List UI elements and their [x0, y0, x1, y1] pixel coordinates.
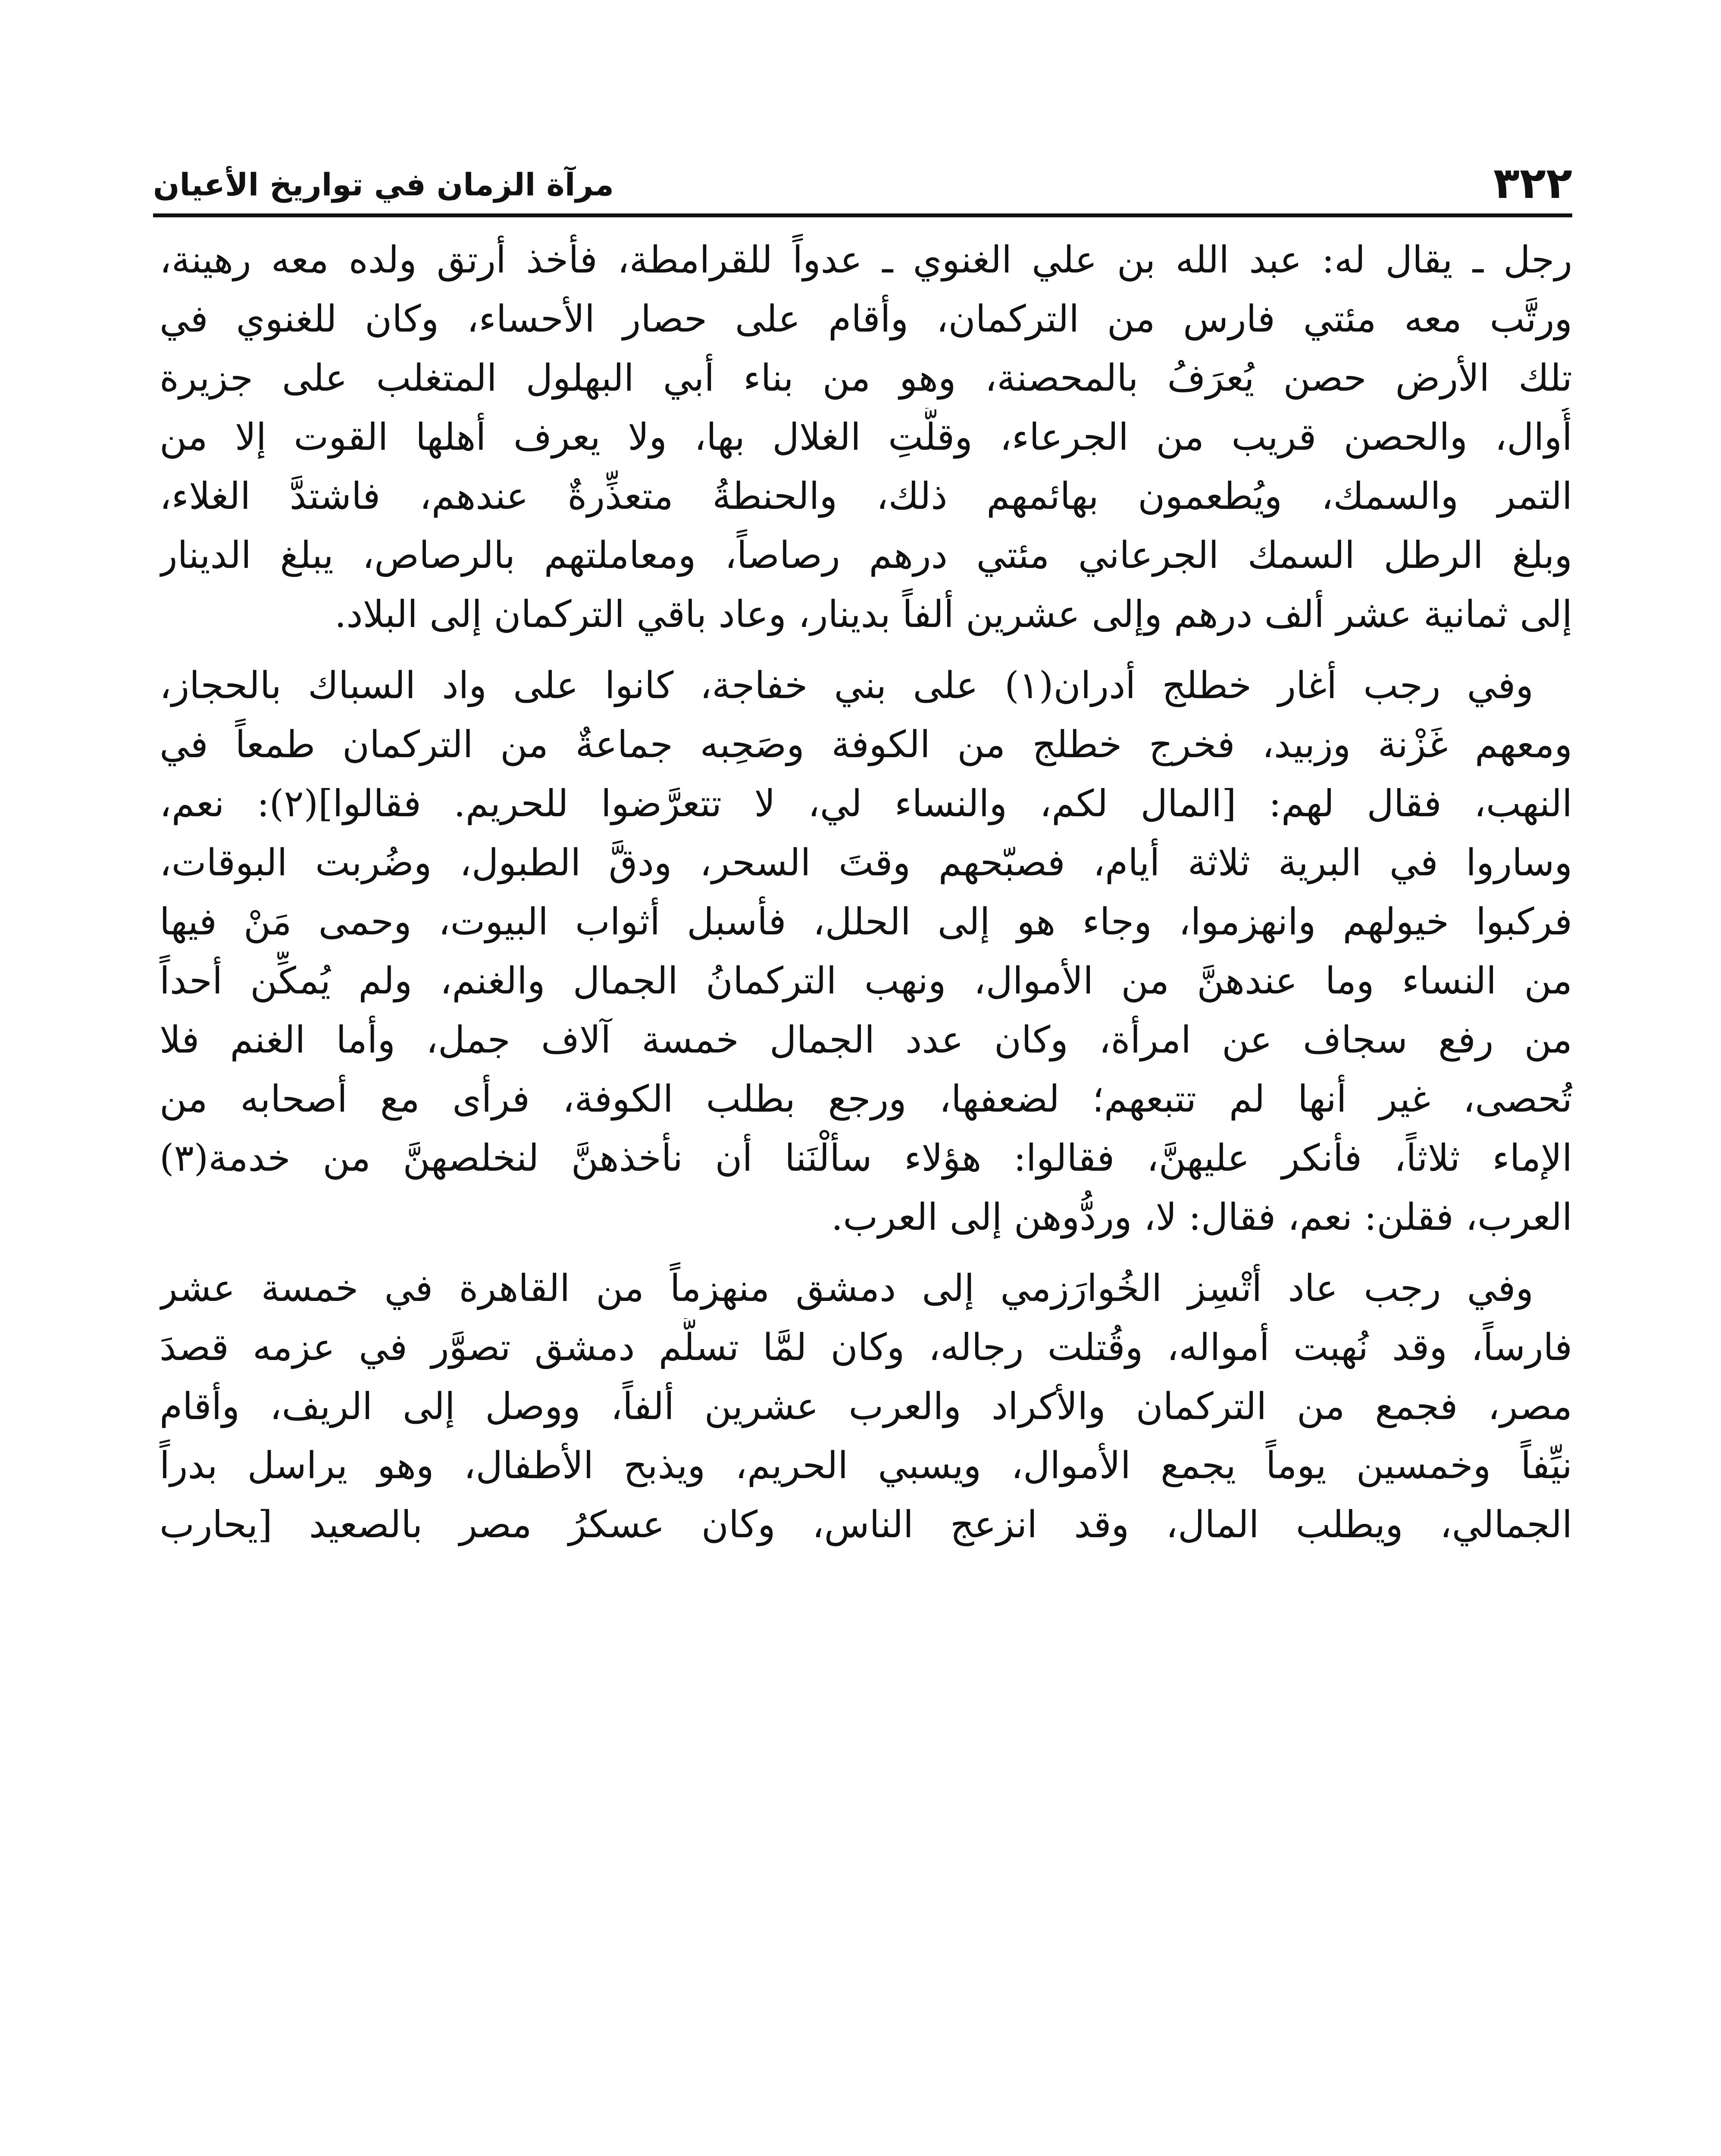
text-line: الجمالي، ويطلب المال، وقد انزعج الناس، وكان عسكرُ مصر بالصعيد [يحارب: [160, 1503, 1572, 1546]
text-line: وفي رجب عاد أتْسِز الخُوارَزمي إلى دمشق منهزماً من القاهرة في خمسة عشر: [160, 1267, 1533, 1310]
page-header: [153, 153, 1572, 217]
text-line: إلى ثمانية عشر ألف درهم وإلى عشرين ألفاً بدينار، وعاد باقي التركمان إلى البلاد.: [334, 593, 1572, 636]
text-line: وساروا في البرية ثلاثة أيام، فصبّحهم وقتَ السحر، ودقَّ الطبول، وضُربت البوقات،: [160, 841, 1572, 884]
text-line: فركبوا خيولهم وانهزموا، وجاء هو إلى الحلل، فأسبل أثواب البيوت، وحمى مَنْ فيها: [160, 900, 1572, 943]
text-line: ومعهم غَزْنة وزبيد، فخرج خطلج من الكوفة وصَحِبه جماعةٌ من التركمان طمعاً في: [160, 723, 1572, 766]
text-line: فارساً، وقد نُهبت أمواله، وقُتلت رجاله، وكان لمَّا تسلَّم دمشق تصوَّر في عزمه قصدَ: [160, 1326, 1572, 1369]
main-text: [160, 231, 1572, 1554]
page-number: ٣٢٢: [1493, 158, 1572, 208]
paragraph-2: [160, 656, 1572, 1247]
text-line: رجل ـ يقال له: عبد الله بن علي الغنوي ـ عدواً للقرامطة، فأخذ أرتق ولده معه رهينة،: [160, 238, 1572, 282]
text-line: تُحصى، غير أنها لم تتبعهم؛ لضعفها، ورجع بطلب الكوفة، فرأى مع أصحابه من: [160, 1078, 1572, 1121]
paragraph-1: [160, 231, 1572, 644]
text-line: نيِّفاً وخمسين يوماً يجمع الأموال، ويسبي الحريم، ويذبح الأطفال، وهو يراسل بدراً: [160, 1444, 1572, 1487]
text-line: النهب، فقال لهم: [المال لكم، والنساء لي، لا تتعرَّضوا للحريم. فقالوا](٢): نعم،: [160, 782, 1572, 825]
text-line: ورتَّب معه مئتي فارس من التركمان، وأقام على حصار الأحساء، وكان للغنوي في: [160, 298, 1572, 341]
text-line: وفي رجب أغار خطلج أدران(١) على بني خفاجة، كانوا على واد السباك بالحجاز،: [160, 664, 1533, 707]
text-line: وبلغ الرطل السمك الجرعاني مئتي درهم رصاصاً، ومعاملتهم بالرصاص، يبلغ الدينار: [160, 534, 1572, 577]
text-line: الإماء ثلاثاً، فأنكر عليهنَّ، فقالوا: هؤلاء سألْنَنا أن نأخذهنَّ لنخلصهنَّ من خدمة(٣): [160, 1137, 1572, 1180]
text-line: أُوال، والحصن قريب من الجرعاء، وقلَّتِ الغلال بها، ولا يعرف أهلها القوت إلا من: [160, 416, 1572, 459]
running-title: مرآة الزمان في تواريخ الأعيان: [153, 166, 614, 203]
text-line: تلك الأرض حصن يُعرَفُ بالمحصنة، وهو من بناء أبي البهلول المتغلب على جزيرة: [160, 357, 1572, 400]
text-line: العرب، فقلن: نعم، فقال: لا، وردُّوهن إلى العرب.: [831, 1196, 1572, 1239]
text-line: من رفع سجاف عن امرأة، وكان عدد الجمال خمسة آلاف جمل، وأما الغنم فلا: [160, 1018, 1572, 1062]
text-line: مصر، فجمع من التركمان والأكراد والعرب عشرين ألفاً، ووصل إلى الريف، وأقام: [160, 1385, 1572, 1428]
paragraph-3: [160, 1259, 1572, 1554]
text-line: التمر والسمك، ويُطعمون بهائمهم ذلك، والحنطةُ متعذِّرةٌ عندهم، فاشتدَّ الغلاء،: [160, 475, 1572, 518]
text-line: من النساء وما عندهنَّ من الأموال، ونهب التركمانُ الجمال والغنم، ولم يُمكِّن أحداً: [160, 959, 1572, 1003]
